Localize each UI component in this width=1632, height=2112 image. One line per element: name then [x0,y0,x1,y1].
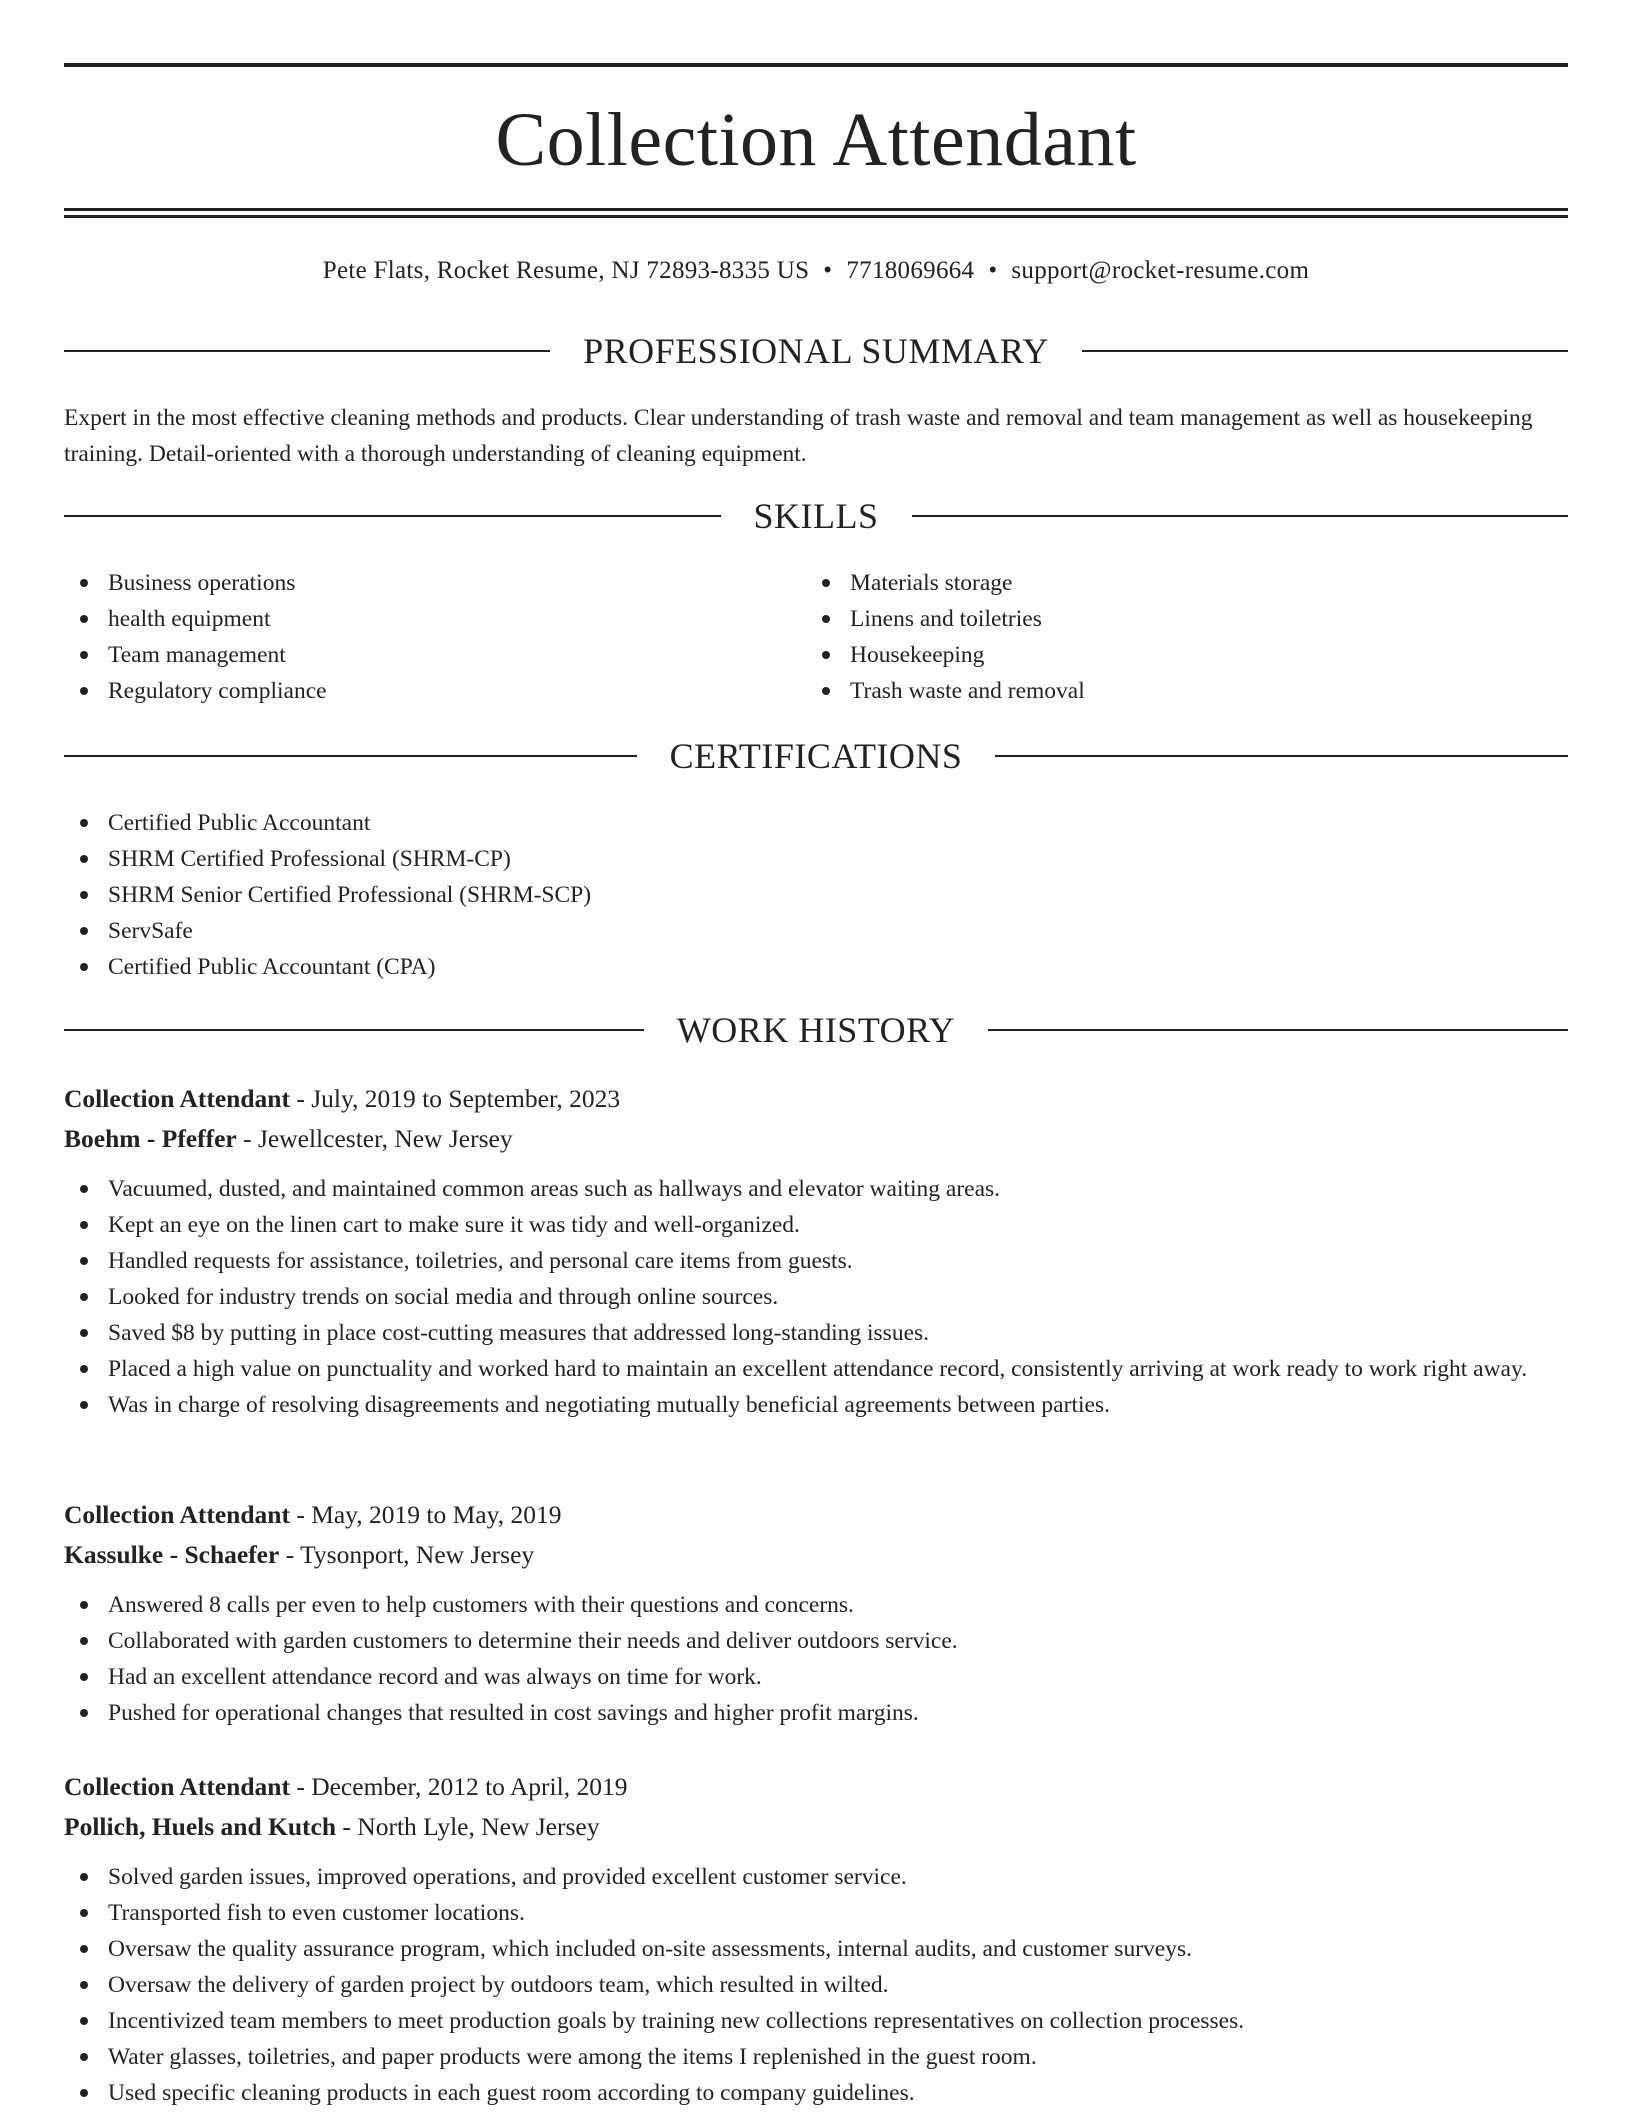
job-title-line [64,1079,1568,1119]
job-location: - North Lyle, New Jersey [336,1812,600,1841]
heading-rule [64,515,721,517]
job-duty-item: Saved $8 by putting in place cost-cutting measures that addressed long-standing issues. [64,1315,1568,1351]
job-role: Collection Attendant [64,1500,290,1529]
skill-item: health equipment [64,601,764,637]
contact-separator: • [823,257,833,284]
job-duty-item: Handled requests for assistance, toiletries, and personal care items from guests. [64,1243,1568,1279]
contact-phone: 7718069664 [846,257,975,284]
section-heading-work-history [64,1008,1568,1052]
job-entry [64,1495,1568,1731]
job-entry [64,1079,1568,1423]
certification-item: Certified Public Accountant (CPA) [64,949,1568,985]
job-duty-item: Oversaw the delivery of garden project by outdoors team, which resulted in wilted. [64,1967,1568,2003]
job-duty-item: Looked for industry trends on social media and through online sources. [64,1279,1568,1315]
certifications-list [64,805,1568,985]
title-rule-lower [64,215,1568,218]
job-title-line [64,1767,1568,1807]
job-role: Collection Attendant [64,1084,290,1113]
job-company-line [64,1807,1568,1847]
job-company: Pollich, Huels and Kutch [64,1812,337,1841]
job-duty-item: Incentivized team members to meet production goals by training new collections representatives on collection processes. [64,2003,1568,2039]
job-duty-item: Used specific cleaning products in each guest room according to company guidelines. [64,2075,1568,2111]
heading-rule [995,755,1568,757]
summary-text: Expert in the most effective cleaning methods and products. Clear understanding of trash waste and removal and team management as well as housekeeping training. Detail-oriented with a thorough understanding of cleaning equipment. [64,405,1533,467]
skill-item: Trash waste and removal [806,673,1506,709]
job-dates: - May, 2019 to May, 2019 [289,1500,562,1529]
skill-item: Team management [64,637,764,673]
job-company-line [64,1535,1568,1575]
section-heading-skills [64,494,1568,538]
section-title: SKILLS [753,496,879,536]
job-duty-item: Placed a high value on punctuality and worked hard to maintain an excellent attendance record, consistently arriving at work ready to work right away. [64,1351,1568,1387]
heading-rule [988,1029,1568,1031]
job-company-line [64,1119,1568,1159]
contact-line [64,254,1568,288]
job-duty-item: Vacuumed, dusted, and maintained common areas such as hallways and elevator waiting areas. [64,1171,1568,1207]
certification-item: SHRM Senior Certified Professional (SHRM-SCP) [64,877,1568,913]
skills-list-right [806,565,1506,709]
skill-item: Business operations [64,565,764,601]
job-duties-list [64,1859,1568,2111]
skill-item: Materials storage [806,565,1506,601]
job-company: Kassulke - Schaefer [64,1540,280,1569]
section-title: CERTIFICATIONS [669,736,963,776]
job-duty-item: Collaborated with garden customers to determine their needs and deliver outdoors service. [64,1623,1568,1659]
top-rule [64,63,1568,67]
job-entry [64,1767,1568,2111]
heading-rule [1082,350,1568,352]
job-location: - Jewellcester, New Jersey [236,1124,513,1153]
contact-address: Pete Flats, Rocket Resume, NJ 72893-8335 US [322,257,810,284]
section-heading-summary [64,329,1568,373]
job-duty-item: Had an excellent attendance record and was always on time for work. [64,1659,1568,1695]
job-duty-item: Answered 8 calls per even to help customers with their questions and concerns. [64,1587,1568,1623]
contact-separator: • [988,257,998,284]
heading-rule [64,350,550,352]
section-heading-certifications [64,734,1568,778]
job-duty-item: Solved garden issues, improved operations, and provided excellent customer service. [64,1859,1568,1895]
job-location: - Tysonport, New Jersey [279,1540,535,1569]
title-rule-upper [64,208,1568,211]
section-title: WORK HISTORY [676,1010,956,1050]
heading-rule [64,755,637,757]
job-company: Boehm - Pfeffer [64,1124,237,1153]
certification-item: Certified Public Accountant [64,805,1568,841]
resume-title: Collection Attendant [495,98,1137,182]
skills-list-left [64,565,764,709]
job-duty-item: Pushed for operational changes that resulted in cost savings and higher profit margins. [64,1695,1568,1731]
job-duty-item: Was in charge of resolving disagreements and negotiating mutually beneficial agreements between parties. [64,1387,1568,1423]
heading-rule [912,515,1569,517]
job-dates: - July, 2019 to September, 2023 [289,1084,621,1113]
skill-item: Housekeeping [806,637,1506,673]
job-duties-list [64,1587,1568,1731]
job-duty-item: Kept an eye on the linen cart to make sure it was tidy and well-organized. [64,1207,1568,1243]
job-title-line [64,1495,1568,1535]
certification-item: SHRM Certified Professional (SHRM-CP) [64,841,1568,877]
skill-item: Linens and toiletries [806,601,1506,637]
job-duties-list [64,1171,1568,1423]
certification-item: ServSafe [64,913,1568,949]
job-dates: - December, 2012 to April, 2019 [289,1772,628,1801]
job-duty-item: Oversaw the quality assurance program, which included on-site assessments, internal audits, and customer surveys. [64,1931,1568,1967]
job-duty-item: Transported fish to even customer locations. [64,1895,1568,1931]
contact-email: support@rocket-resume.com [1011,257,1310,284]
heading-rule [64,1029,644,1031]
section-title: PROFESSIONAL SUMMARY [583,331,1049,371]
job-role: Collection Attendant [64,1772,290,1801]
job-duty-item: Water glasses, toiletries, and paper products were among the items I replenished in the guest room. [64,2039,1568,2075]
skill-item: Regulatory compliance [64,673,764,709]
